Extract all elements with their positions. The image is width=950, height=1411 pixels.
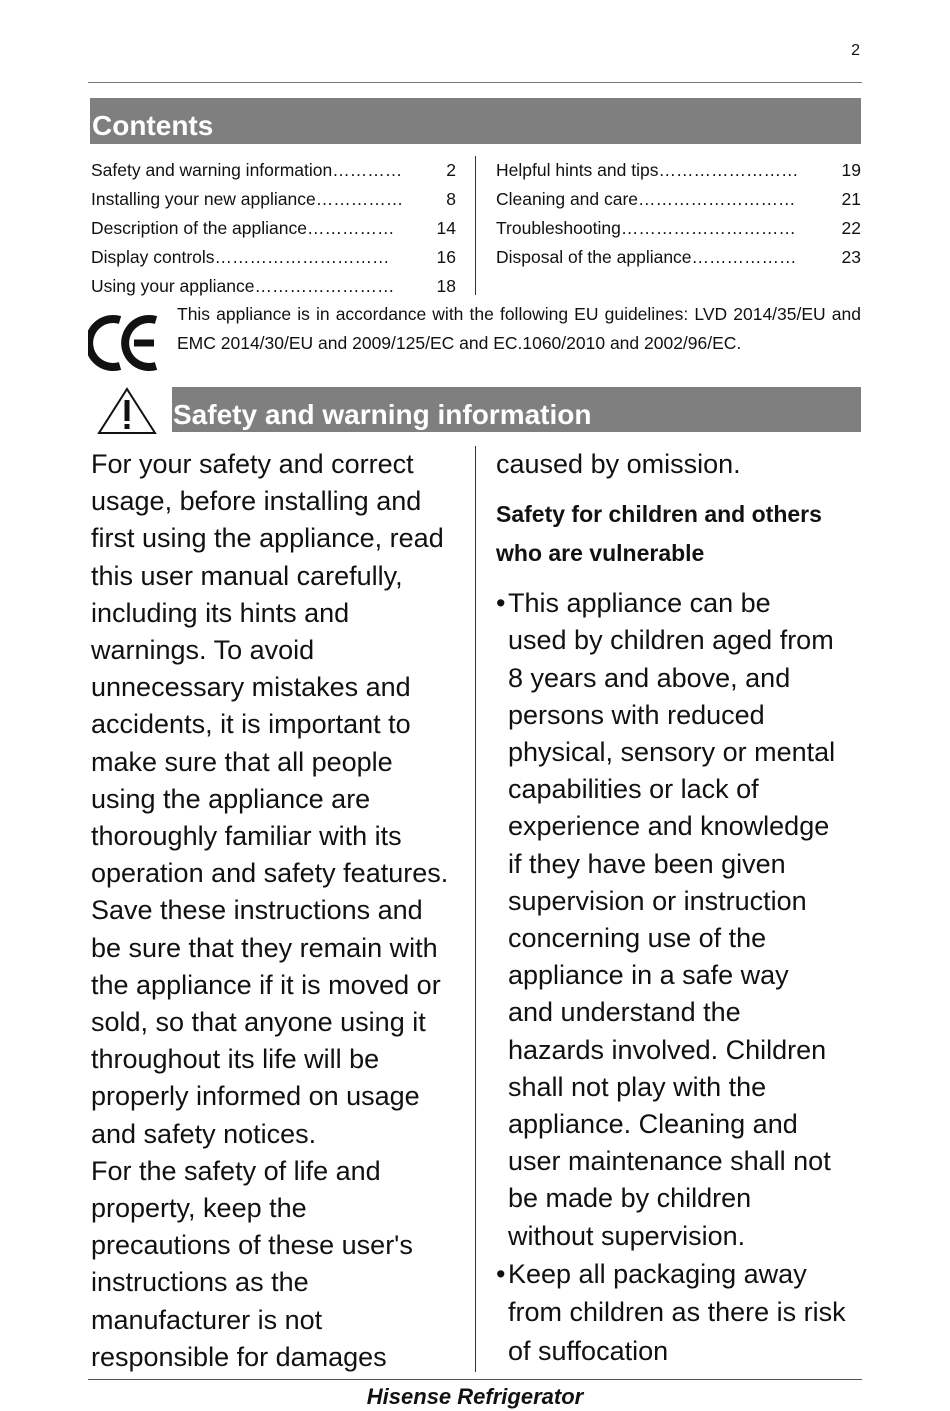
continuation-text: caused by omission.: [496, 449, 741, 479]
text-line: operation and safety features.: [91, 858, 449, 889]
toc-page-number: 22: [836, 218, 861, 238]
toc-leader-dots: ……………: [306, 218, 395, 238]
toc-page-number: 16: [431, 247, 456, 267]
toc-page-number: 2: [441, 160, 456, 180]
text-line: and safety notices.: [91, 1118, 317, 1149]
page-number: 2: [851, 42, 860, 59]
toc-entry: [91, 185, 456, 214]
warning-triangle-icon: [96, 386, 158, 436]
text-line: throughout its life will be: [91, 1044, 380, 1075]
toc-page-number: 23: [841, 247, 861, 267]
text-line: experience and knowledge: [508, 811, 830, 842]
text-line: appliance in a safe way: [508, 960, 789, 991]
text-line: of suffocation: [508, 1335, 669, 1366]
bullet-item: [496, 1255, 866, 1371]
toc-leader-dots: ………………: [691, 247, 797, 267]
toc-entry: [496, 156, 861, 185]
toc-page-number: 18: [431, 276, 456, 296]
toc-leader-dots: ……………………: [658, 160, 799, 180]
text-line: capabilities or lack of: [508, 774, 759, 805]
toc-entry-label: [496, 214, 796, 243]
toc-entry-label: [91, 272, 394, 301]
text-line: This appliance can be: [508, 588, 771, 619]
text-line: For the safety of life and: [91, 1155, 381, 1186]
contents-heading: Contents: [90, 98, 861, 144]
toc-leader-dots: ……………: [315, 189, 404, 209]
bullet-item: [496, 585, 866, 1255]
toc-page-number: 14: [436, 218, 456, 238]
toc-entry-label: [496, 243, 797, 272]
text-line: instructions as the: [91, 1267, 309, 1298]
text-line: user maintenance shall not: [508, 1146, 831, 1177]
text-line: properly informed on usage: [91, 1081, 420, 1112]
toc-entry-label: [91, 243, 390, 272]
text-line: physical, sensory or mental: [508, 737, 836, 768]
footer-brand: Hisense Refrigerator: [366, 1384, 584, 1409]
text-line: appliance. Cleaning and: [508, 1109, 798, 1140]
text-line: first using the appliance, read: [91, 523, 444, 554]
text-line: be made by children: [508, 1183, 752, 1214]
toc-label-text: Disposal of the appliance: [496, 247, 692, 267]
safety-heading: Safety and warning information: [172, 387, 861, 432]
text-line: thoroughly familiar with its: [91, 821, 402, 852]
toc-entry-label: [91, 156, 402, 185]
toc-label-text: Installing your new appliance: [91, 189, 316, 209]
toc-entry: [91, 272, 456, 301]
toc-label-text: Display controls: [91, 247, 215, 267]
toc-leader-dots: ………………………: [638, 189, 796, 209]
toc-label-text: Troubleshooting: [496, 218, 621, 238]
text-line: used by children aged from: [508, 625, 834, 656]
toc-entry: [91, 243, 456, 272]
text-line: shall not play with the: [508, 1071, 767, 1102]
text-line: manufacturer is not: [91, 1304, 323, 1335]
toc-entry: [91, 156, 456, 185]
header-rule: [88, 82, 862, 83]
toc-label-text: Safety and warning information: [91, 160, 333, 180]
toc-label-text: Description of the appliance: [91, 218, 307, 238]
toc-label-text: Cleaning and care: [496, 189, 639, 209]
text-line: concerning use of the: [508, 923, 767, 954]
toc-entry-label: [496, 185, 796, 214]
safety-right-column: [496, 446, 866, 1370]
text-line: Keep all packaging away: [508, 1258, 807, 1289]
text-line: 8 years and above, and: [508, 662, 791, 693]
toc-page-number: 21: [841, 189, 861, 209]
toc-leader-dots: ……………………: [254, 276, 395, 296]
text-line: without supervision.: [508, 1220, 746, 1251]
children-safety-heading-line: Safety for children and others: [496, 501, 822, 528]
text-line: sold, so that anyone using it: [91, 1007, 426, 1038]
text-line: precautions of these user's: [91, 1230, 413, 1261]
toc-leader-dots: …………………………: [214, 247, 390, 267]
column-divider: [475, 446, 476, 1372]
ce-compliance-statement: This appliance is in accordance with the following EU guidelines: LVD 2014/35/EU and EMC 2014/30/EU and 2009/125/EC and EC.1060/2010 and 2002/96/EC.: [177, 304, 861, 353]
text-line: unnecessary mistakes and: [91, 672, 411, 703]
text-line: from children as there is risk: [508, 1297, 846, 1328]
footer-rule: [88, 1379, 862, 1380]
toc-label-text: Using your appliance: [91, 276, 255, 296]
text-line: including its hints and: [91, 597, 350, 628]
toc-leader-dots: …………………………: [620, 218, 796, 238]
text-line: this user manual carefully,: [91, 560, 403, 591]
toc-entry: [496, 243, 861, 272]
toc-label-text: Helpful hints and tips: [496, 160, 659, 180]
toc-entry: [496, 214, 861, 243]
text-line: the appliance if it is moved or: [91, 969, 441, 1000]
text-line: warnings. To avoid: [91, 635, 315, 666]
toc-page-number: 19: [836, 160, 861, 180]
bullet-marker: •: [496, 1258, 506, 1289]
text-line: supervision or instruction: [508, 885, 807, 916]
toc-right-column: [496, 156, 861, 272]
bullet-marker: •: [496, 588, 506, 619]
text-line: if they have been given: [508, 848, 786, 879]
toc-entry: [496, 185, 861, 214]
toc-page-number: 8: [441, 189, 456, 209]
text-line: hazards involved. Children: [508, 1034, 827, 1065]
text-line: and understand the: [508, 997, 741, 1028]
children-safety-heading-line: who are vulnerable: [496, 540, 705, 567]
toc-entry-label: [91, 185, 403, 214]
text-line: be sure that they remain with: [91, 932, 438, 963]
safety-intro-text: [91, 446, 471, 1376]
toc-left-column: [91, 156, 456, 301]
text-line: make sure that all people: [91, 746, 393, 777]
text-line: persons with reduced: [508, 699, 765, 730]
toc-divider: [475, 156, 476, 295]
text-line: accidents, it is important to: [91, 709, 411, 740]
ce-mark-icon: [88, 314, 162, 372]
text-line: Save these instructions and: [91, 895, 423, 926]
children-safety-heading: [496, 495, 866, 573]
toc-leader-dots: …………: [332, 160, 403, 180]
toc-entry-label: [496, 156, 798, 185]
toc-entry-label: [91, 214, 394, 243]
text-line: property, keep the: [91, 1193, 307, 1224]
text-line: using the appliance are: [91, 783, 371, 814]
text-line: responsible for damages: [91, 1341, 387, 1372]
toc-entry: [91, 214, 456, 243]
text-line: For your safety and correct: [91, 449, 414, 479]
text-line: usage, before installing and: [91, 486, 422, 517]
